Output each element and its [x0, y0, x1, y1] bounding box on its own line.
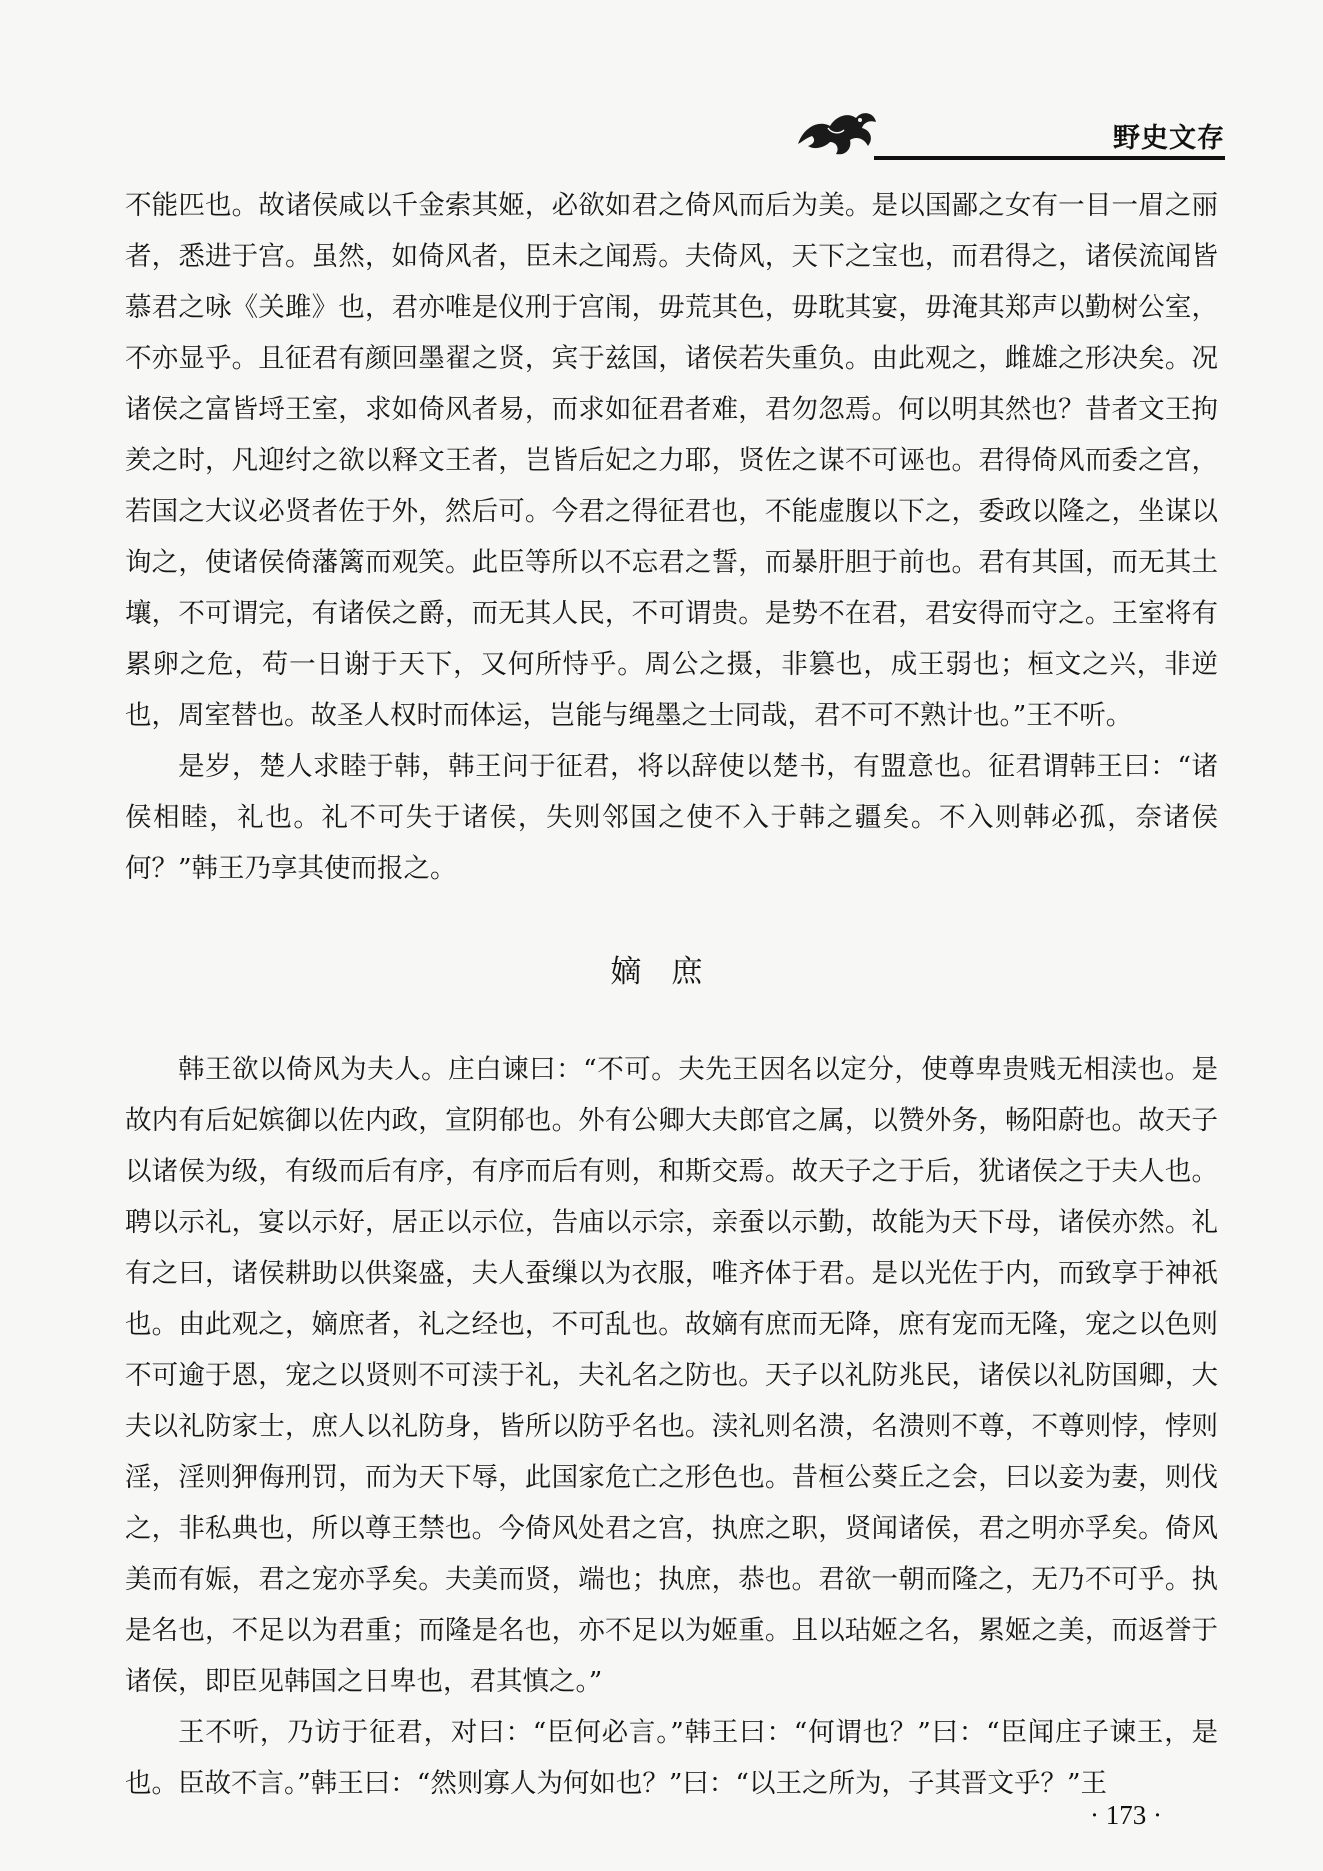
paragraph-continued: 不能匹也。故诸侯咸以千金索其姬，必欲如君之倚风而后为美。是以国鄙之女有一目一眉之丽者，悉进于宫。虽然，如倚风者，臣未之闻焉。夫倚风，天下之宝也，而君得之，诸侯流闻皆慕君之咏《关雎》也，君亦唯是仪刑于宫闱，毋荒其色，毋耽其宴，毋淹其郑声以勤树公室，不亦显乎。且征君有颜回墨翟之贤，宾于兹国，诸侯若失重负。由此观之，雌雄之形决矣。况诸侯之富皆埒王室，求如倚风者易，而求如征君者难，君勿忽焉。何以明其然也？昔者文王拘羑之时，凡迎纣之欲以释文王者，岂皆后妃之力耶，贤佐之谋不可诬也。君得倚风而委之宫，若国之大议必贤者佐于外，然后可。今君之得征君也，不能虚腹以下之，委政以隆之，坐谋以询之，使诸侯倚藩篱而观笑。此臣等所以不忘君之誓，而暴肝胆于前也。君有其国，而无其土壤，不可谓完，有诸侯之爵，而无其人民，不可谓贵。是势不在君，君安得而守之。王室将有累卵之危，苟一日谢于天下，又何所恃乎。周公之摄，非篡也，成王弱也；桓文之兴，非逆也，周室替也。故圣人权时而体运，岂能与绳墨之士同哉，君不可不熟计也。”王不听。	[125, 190, 1218, 731]
paragraph: 王不听，乃访于征君，对曰：“臣何必言。”韩王曰：“何谓也？”曰：“臣闻庄子谏王，是也。臣故不言。”韩王曰：“然则寡人为何如也？”曰：“以王之所为，子其晋文乎？”王	[125, 1717, 1218, 1799]
dragon-emblem-icon	[790, 104, 882, 162]
running-header	[790, 104, 1225, 164]
paragraph: 韩王欲以倚风为夫人。庄白谏曰：“不可。夫先王因名以定分，使尊卑贵贱无相渎也。是故内有后妃嫔御以佐内政，宣阴郁也。外有公卿大夫郎官之属，以赞外务，畅阳蔚也。故天子以诸侯为级，有级而后有序，有序而后有则，和斯交焉。故天子之于后，犹诸侯之于夫人也。聘以示礼，宴以示好，居正以示位，告庙以示宗，亲蚕以示勤，故能为天下母，诸侯亦然。礼有之曰，诸侯耕助以供粢盛，夫人蚕缫以为衣服，唯齐体于君。是以光佐于内，而致享于神祇也。由此观之，嫡庶者，礼之经也，不可乱也。故嫡有庶而无降，庶有宠而无隆，宠之以色则不可逾于恩，宠之以贤则不可渎于礼，夫礼名之防也。天子以礼防兆民，诸侯以礼防国卿，大夫以礼防家士，庶人以礼防身，皆所以防乎名也。渎礼则名溃，名溃则不尊，不尊则悖，悖则淫，淫则狎侮刑罚，而为天下辱，此国家危亡之形色也。昔桓公葵丘之会，曰以妾为妻，则伐之，非私典也，所以尊王禁也。今倚风处君之宫，执庶之职，贤闻诸侯，君之明亦孚矣。倚风美而有娠，君之宠亦孚矣。夫美而贤，端也；执庶，恭也。君欲一朝而隆之，无乃不可乎。执是名也，不足以为君重；而隆是名也，亦不足以为姬重。且以玷姬之名，累姬之美，而返誉于诸侯，即臣见韩国之日卑也，君其慎之。”	[125, 1054, 1218, 1697]
page-body	[125, 180, 1218, 1809]
header-rule	[874, 156, 1225, 160]
paragraph: 是岁，楚人求睦于韩，韩王问于征君，将以辞使以楚书，有盟意也。征君谓韩王曰：“诸侯相睦，礼也。礼不可失于诸侯，失则邻国之使不入于韩之疆矣。不入则韩必孤，奈诸侯何？”韩王乃享其使而报之。	[125, 751, 1218, 884]
page-number: · 173 ·	[1090, 1800, 1162, 1830]
section-title: 嫡庶	[610, 954, 733, 990]
series-title: 野史文存	[1113, 123, 1225, 154]
